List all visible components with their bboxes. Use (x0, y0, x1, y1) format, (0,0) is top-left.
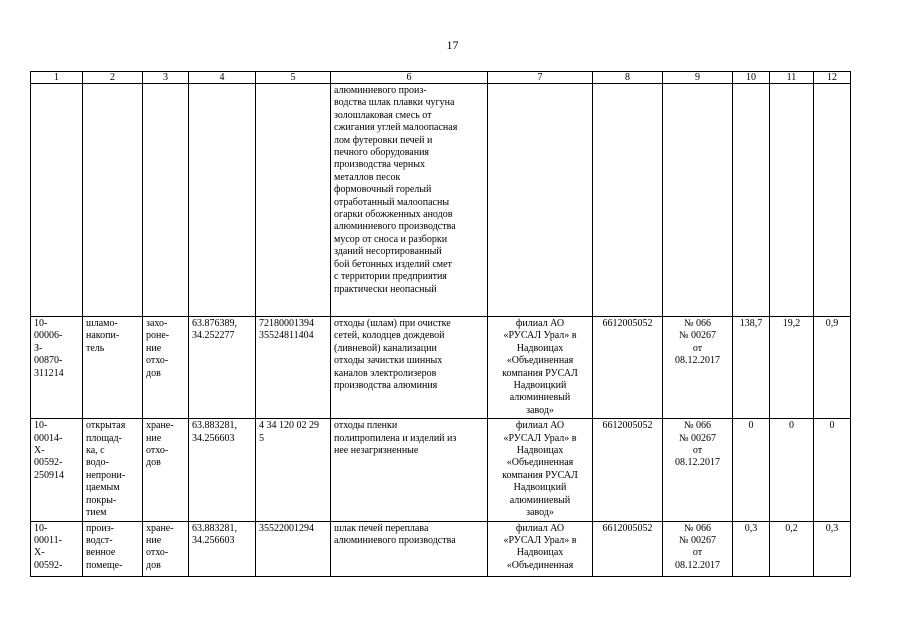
column-header: 8 (593, 72, 663, 84)
purpose-cell: захо- роне- ние отхо- дов (143, 317, 189, 419)
license-cell: № 066 № 00267 от 08.12.2017 (663, 317, 733, 419)
license-cell: № 066 № 00267 от 08.12.2017 (663, 419, 733, 521)
value-cell (770, 84, 814, 317)
inn-cell (593, 84, 663, 317)
operator-cell: филиал АО «РУСАЛ Урал» в Надвоицах «Объединенная компания РУСАЛ Надвоицкий алюминиевый завод» (488, 419, 593, 521)
column-header: 5 (256, 72, 331, 84)
inn-cell: 6612005052 (593, 419, 663, 521)
waste-code-cell: 4 34 120 02 29 5 (256, 419, 331, 521)
coordinates-cell: 63.883281, 34.256603 (189, 419, 256, 521)
column-header: 6 (331, 72, 488, 84)
column-header: 11 (770, 72, 814, 84)
object-number-cell: 10- 00011- Х- 00592- (31, 521, 83, 576)
value-cell: 0 (814, 419, 851, 521)
purpose-cell: хране- ние отхо- дов (143, 521, 189, 576)
operator-cell: филиал АО «РУСАЛ Урал» в Надвоицах «Объединенная (488, 521, 593, 576)
waste-description-cell: отходы пленки полипропилена и изделий из нее незагрязненные (331, 419, 488, 521)
object-name-cell: открытая площад- ка, с водо- непрони- цаемым покры- тием (83, 419, 143, 521)
table-row (31, 317, 851, 419)
operator-cell: филиал АО «РУСАЛ Урал» в Надвоицах «Объединенная компания РУСАЛ Надвоицкий алюминиевый завод» (488, 317, 593, 419)
coordinates-cell: 63.883281, 34.256603 (189, 521, 256, 576)
value-cell: 0 (770, 419, 814, 521)
column-header: 1 (31, 72, 83, 84)
value-cell: 0,2 (770, 521, 814, 576)
column-header: 10 (733, 72, 770, 84)
value-cell: 0,3 (814, 521, 851, 576)
license-cell: № 066 № 00267 от 08.12.2017 (663, 521, 733, 576)
waste-code-cell (256, 84, 331, 317)
waste-code-cell: 72180001394 35524811404 (256, 317, 331, 419)
value-cell: 138,7 (733, 317, 770, 419)
object-name-cell (83, 84, 143, 317)
value-cell (733, 84, 770, 317)
operator-cell (488, 84, 593, 317)
page-number: 17 (446, 38, 459, 52)
value-cell (814, 84, 851, 317)
table-row (31, 84, 851, 317)
coordinates-cell: 63.876389, 34.252277 (189, 317, 256, 419)
table-row (31, 521, 851, 576)
waste-register-table (30, 71, 851, 577)
object-number-cell (31, 84, 83, 317)
waste-description-cell: алюминиевого произ- водства шлак плавки чугуна золошлаковая смесь от сжигания углей малоопасная лом футеровки печей и печного оборудования производства черных металлов песок формовочный горелый отработанный малоопасны огарки обожженных анодов алюминиевого производства мусор от сноса и разборки зданий несортированный бой бетонных изделий смет с территории предприятия практически неопасный (331, 84, 488, 317)
object-name-cell: произ- водст- венное помеще- (83, 521, 143, 576)
purpose-cell: хране- ние отхо- дов (143, 419, 189, 521)
coordinates-cell (189, 84, 256, 317)
waste-description-cell: отходы (шлам) при очистке сетей, колодцев дождевой (ливневой) канализации отходы зачистки шинных каналов электролизеров производства алюминия (331, 317, 488, 419)
value-cell: 19,2 (770, 317, 814, 419)
value-cell: 0,3 (733, 521, 770, 576)
column-header: 7 (488, 72, 593, 84)
value-cell: 0,9 (814, 317, 851, 419)
object-name-cell: шламо- накопи- тель (83, 317, 143, 419)
column-header: 3 (143, 72, 189, 84)
value-cell: 0 (733, 419, 770, 521)
table-header-row (31, 72, 851, 84)
table-row (31, 419, 851, 521)
object-number-cell: 10- 00014- Х- 00592- 250914 (31, 419, 83, 521)
object-number-cell: 10- 00006- З- 00870- 311214 (31, 317, 83, 419)
waste-code-cell: 35522001294 (256, 521, 331, 576)
column-header: 9 (663, 72, 733, 84)
license-cell (663, 84, 733, 317)
inn-cell: 6612005052 (593, 521, 663, 576)
column-header: 2 (83, 72, 143, 84)
inn-cell: 6612005052 (593, 317, 663, 419)
waste-description-cell: шлак печей переплава алюминиевого производства (331, 521, 488, 576)
purpose-cell (143, 84, 189, 317)
column-header: 12 (814, 72, 851, 84)
column-header: 4 (189, 72, 256, 84)
